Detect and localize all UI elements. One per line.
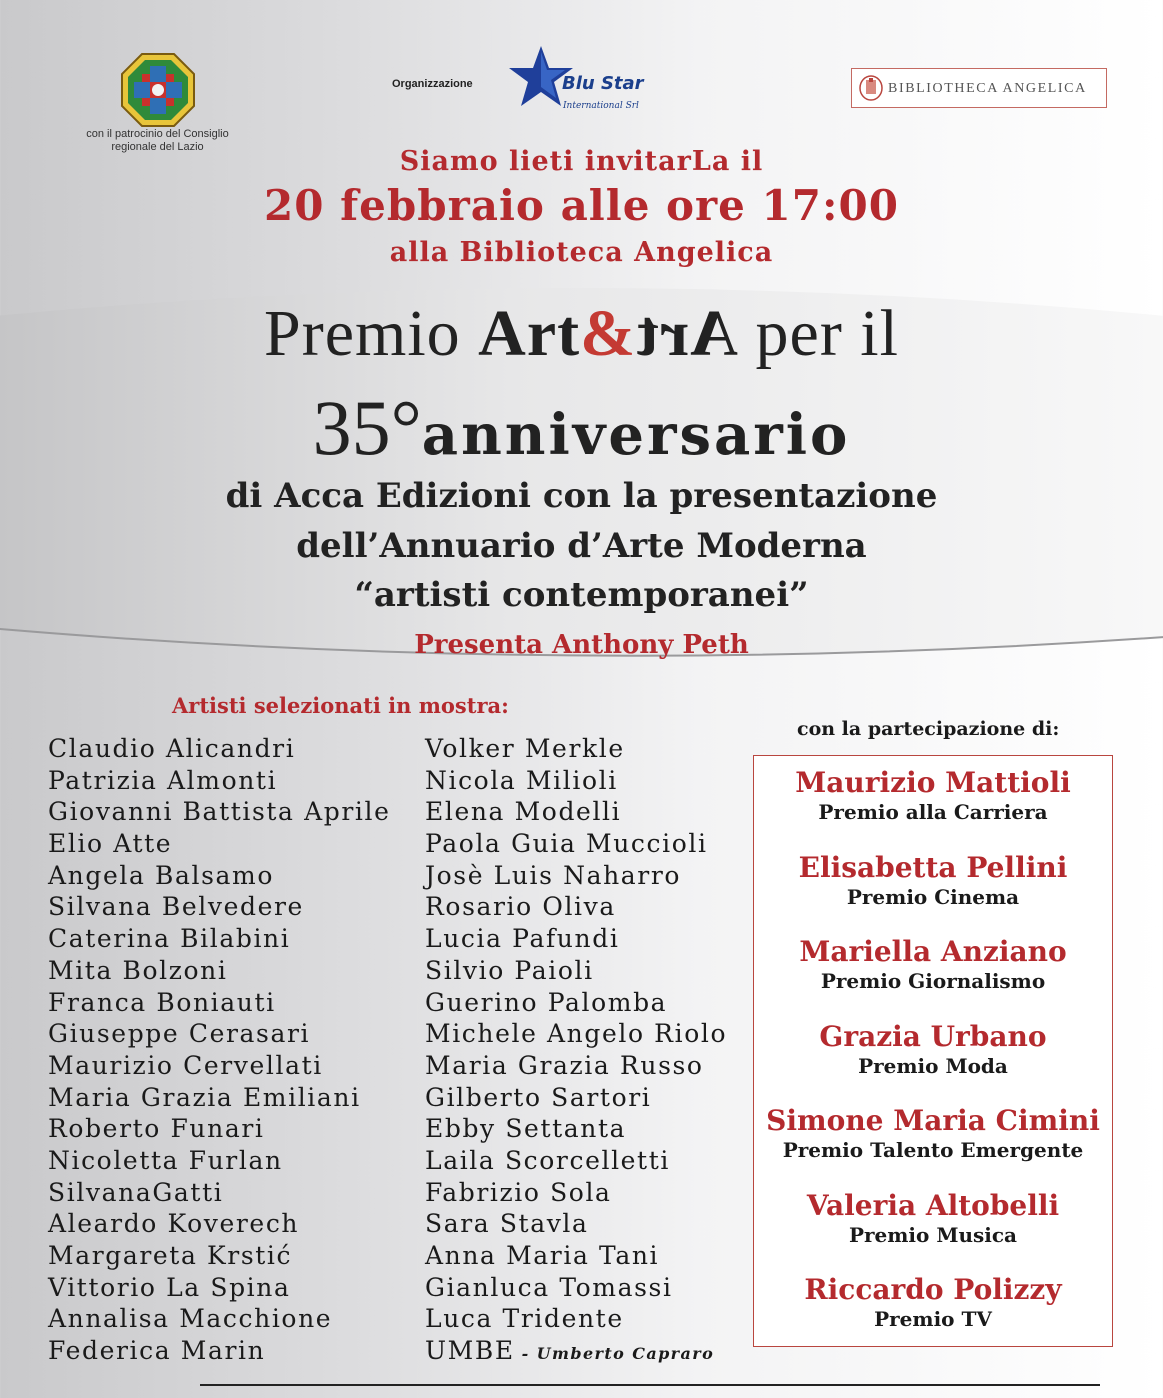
artist-name: Laila Scorcelletti	[425, 1145, 670, 1175]
guest-prize: Premio Giornalismo	[820, 969, 1046, 993]
artist-name: Nicola Milioli	[425, 765, 618, 795]
artist-name: Annalisa Macchione	[48, 1304, 333, 1334]
guest-name: Riccardo Polizzy	[804, 1273, 1062, 1306]
guest-name: Grazia Urbano	[819, 1020, 1047, 1053]
award-title-art-mirrored: Art	[636, 297, 739, 370]
artist-name: Roberto Funari	[48, 1114, 265, 1144]
guest-name: Elisabetta Pellini	[798, 851, 1068, 884]
artist-name: Ebby Settanta	[425, 1114, 627, 1144]
artist-name: Josè Luis Naharro	[425, 860, 682, 890]
guest-entry	[753, 766, 1113, 824]
artists-column-1	[48, 733, 390, 1367]
artist-name: Claudio Alicandri	[48, 734, 296, 763]
artist-name: Fabrizio Sola	[425, 1177, 612, 1207]
artist-name: Mita Bolzoni	[48, 955, 228, 985]
artist-name: Anna Maria Tani	[425, 1241, 660, 1270]
artist-name: Silvio Paioli	[425, 955, 594, 985]
anniversary-number: 35°	[312, 384, 422, 471]
guest-prize: Premio Moda	[858, 1054, 1008, 1078]
artist-name: Margareta Krstić	[48, 1241, 293, 1270]
invitation-venue: alla Biblioteca Angelica	[389, 237, 774, 268]
guest-entry	[753, 1273, 1113, 1331]
artist-name: Angela Balsamo	[48, 860, 274, 890]
artist-name: Gianluca Tomassi	[425, 1272, 673, 1302]
lazio-region-emblem-icon	[120, 52, 196, 128]
artist-name: Luca Tridente	[425, 1304, 624, 1334]
artist-name: Volker Merkle	[425, 734, 625, 763]
library-seal-icon	[858, 74, 884, 102]
artist-name: Aleardo Koverech	[48, 1209, 300, 1239]
artists-heading: Artisti selezionati in mostra:	[172, 693, 509, 718]
guest-entry	[753, 1020, 1113, 1078]
artist-name: Giuseppe Cerasari	[48, 1019, 311, 1049]
guest-name: Simone Maria Cimini	[766, 1104, 1100, 1137]
artist-name: Franca Boniauti	[48, 987, 276, 1017]
library-name: BIBLIOTHECA ANGELICA	[888, 81, 1087, 96]
guest-prize: Premio Talento Emergente	[782, 1138, 1084, 1162]
award-title-ampersand: &	[580, 297, 637, 370]
artist-name: Patrizia Almonti	[48, 765, 278, 795]
anniversary-word: anniversario	[421, 402, 851, 468]
artist-name: Michele Angelo Riolo	[425, 1019, 728, 1049]
guest-prize: Premio Musica	[848, 1223, 1018, 1247]
artist-name: Sara Stavla	[425, 1209, 589, 1239]
artist-name: Giovanni Battista Aprile	[48, 797, 391, 827]
artist-name: Caterina Bilabini	[48, 924, 291, 954]
organizer-name: Blu Star	[562, 73, 644, 94]
participation-heading: con la partecipazione di:	[797, 718, 1060, 740]
organization-label: Organizzazione	[392, 78, 473, 90]
presenter-line: Presenta Anthony Peth	[414, 630, 749, 660]
award-title-per-il: per il	[738, 297, 899, 370]
artists-column-2	[425, 733, 727, 1367]
artist-name-last	[425, 1335, 727, 1367]
invitation-line-1: Siamo lieti invitarLa il	[399, 146, 764, 177]
artist-name: Rosario Oliva	[425, 892, 616, 922]
artist-name: Elena Modelli	[425, 797, 622, 827]
artist-name: Silvana Belvedere	[48, 892, 304, 922]
artist-name: Maria Grazia Emiliani	[48, 1082, 361, 1112]
artist-umbe: UMBE	[425, 1336, 515, 1366]
guest-entry	[753, 1104, 1113, 1162]
guest-entry	[753, 851, 1113, 909]
artist-umbe-note: - Umberto Capraro	[514, 1344, 715, 1364]
artist-name: Nicoletta Furlan	[48, 1145, 283, 1175]
artist-name: SilvanaGatti	[48, 1177, 224, 1207]
invitation-date-time: 20 febbraio alle ore 17:00	[264, 181, 899, 230]
award-title-art: Art	[478, 297, 581, 370]
bottom-divider	[200, 1384, 1100, 1386]
guest-prize: Premio alla Carriera	[818, 800, 1048, 824]
subtitle-line-3: “artisti contemporanei”	[354, 575, 809, 615]
anniversary-title	[0, 383, 1163, 473]
organizer-subtitle: International Srl	[563, 101, 639, 111]
guest-name: Valeria Altobelli	[806, 1189, 1060, 1222]
subtitle-line-1: di Acca Edizioni con la presentazione	[225, 476, 938, 516]
artist-name: Maurizio Cervellati	[48, 1050, 323, 1080]
guest-entry	[753, 935, 1113, 993]
subtitle-line-2: dell’Annuario d’Arte Moderna	[296, 526, 867, 566]
artist-name: Paola Guia Muccioli	[425, 829, 708, 859]
guest-prize: Premio TV	[874, 1307, 992, 1331]
artist-name: Federica Marin	[48, 1336, 266, 1366]
artist-name: Lucia Pafundi	[425, 924, 620, 954]
artist-name: Vittorio La Spina	[48, 1272, 291, 1302]
artist-name: Maria Grazia Russo	[425, 1050, 704, 1080]
guest-name: Mariella Anziano	[799, 935, 1067, 968]
award-title	[0, 296, 1163, 372]
guest-name: Maurizio Mattioli	[795, 766, 1071, 799]
guest-prize: Premio Cinema	[846, 885, 1020, 909]
artist-name: Guerino Palomba	[425, 987, 668, 1017]
artist-name: Elio Atte	[48, 829, 173, 859]
patronage-caption: con il patrocinio del Consiglio regionale del Lazio	[86, 128, 229, 153]
guest-entry	[753, 1189, 1113, 1247]
artist-name: Gilberto Sartori	[425, 1082, 652, 1112]
award-title-premio: Premio	[264, 297, 479, 370]
